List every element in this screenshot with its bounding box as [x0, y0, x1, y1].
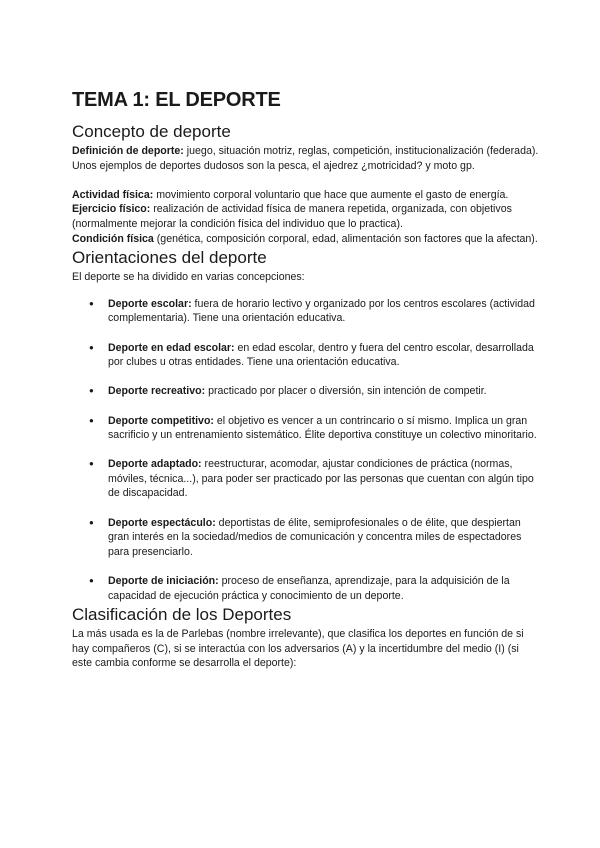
- paragraph-condicion: [72, 232, 540, 247]
- page-title: TEMA 1: EL DEPORTE: [72, 89, 281, 111]
- list-item-text: en edad escolar, dentro y fuera del centro escolar, desarrollada por clubes u otras entidades. Tiene una orientación educativa.: [108, 341, 534, 369]
- text-definicion: juego, situación motriz, reglas, competición, institucionalización (federada).: [183, 145, 539, 157]
- list-item: [72, 574, 540, 603]
- section-heading-concepto: Concepto de deporte: [72, 122, 231, 141]
- paragraph-ejemplos: Unos ejemplos de deportes dudosos son la pesca, el ajedrez ¿motricidad? y moto gp.: [72, 159, 475, 172]
- list-item: [72, 384, 540, 399]
- text-actividad: movimiento corporal voluntario que hace que aumente el gasto de energía.: [153, 188, 509, 201]
- list-item-text: reestructurar, acomodar, ajustar condiciones de práctica (normas, móviles, técnica...), para poder ser practicado por las personas que cuentan con algún tipo de discapacidad.: [108, 458, 534, 500]
- paragraph-orientaciones-intro: El deporte se ha dividido en varias concepciones:: [72, 271, 305, 284]
- list-item-term: Deporte recreativo:: [108, 385, 206, 398]
- orientaciones-list: [72, 297, 540, 603]
- blank-line: [72, 173, 540, 188]
- section-heading-clasificacion: Clasificación de los Deportes: [72, 605, 292, 625]
- term-condicion: Condición física: [72, 232, 154, 245]
- paragraph-clasificacion: La más usada es la de Parlebas (nombre irrelevante), que clasifica los deportes en función de si hay compañeros (C), si se interactúa con los adversarios (A) y la incertidumbre del medio (I) (si este cambia conforme se desarrolla el deporte):: [72, 628, 524, 670]
- list-item: [72, 341, 540, 370]
- text-ejercicio: realización de actividad física de manera repetida, organizada, con objetivos (normalmente mejorar la condición física del individuo que lo practica).: [72, 203, 512, 230]
- term-definicion: Definición de deporte:: [72, 145, 184, 157]
- list-item-term: Deporte espectáculo:: [108, 516, 216, 529]
- term-ejercicio: Ejercicio físico:: [72, 203, 151, 216]
- list-item-text: deportistas de élite, semiprofesionales o de élite, que despiertan gran interés en la sociedad/medios de comunicación y concentra miles de espectadores para presenciarlo.: [108, 516, 522, 558]
- list-item-term: Deporte de iniciación:: [108, 575, 219, 588]
- list-item: [72, 297, 540, 326]
- list-item-text: practicado por placer o diversión, sin intención de competir.: [205, 385, 487, 398]
- section-heading-orientaciones: Orientaciones del deporte: [72, 248, 267, 268]
- list-item: [72, 516, 540, 560]
- paragraph-definicion: [72, 144, 540, 159]
- paragraph-ejercicio: [72, 202, 540, 231]
- list-item-text: proceso de enseñanza, aprendizaje, para la adquisición de la capacidad de ejecución práctica y conocimiento de un deporte.: [108, 575, 510, 602]
- list-item-term: Deporte escolar:: [108, 297, 192, 310]
- list-item-term: Deporte adaptado:: [108, 458, 202, 471]
- list-item-text: fuera de horario lectivo y organizado por los centros escolares (actividad complementaria). Tiene una orientación educativa.: [108, 297, 535, 325]
- list-item-term: Deporte en edad escolar:: [108, 341, 235, 354]
- list-item: [72, 414, 540, 443]
- term-actividad: Actividad física:: [72, 188, 154, 201]
- paragraph-actividad: [72, 188, 540, 203]
- text-condicion: (genética, composición corporal, edad, alimentación son factores que la afectan).: [153, 232, 538, 245]
- list-item-text: el objetivo es vencer a un contrincario o sí mismo. Implica un gran sacrificio y un entrenamiento sistemático. Élite deportiva constituye un colectivo minoritario.: [108, 414, 537, 442]
- list-item-term: Deporte competitivo:: [108, 414, 214, 427]
- list-item: [72, 457, 540, 501]
